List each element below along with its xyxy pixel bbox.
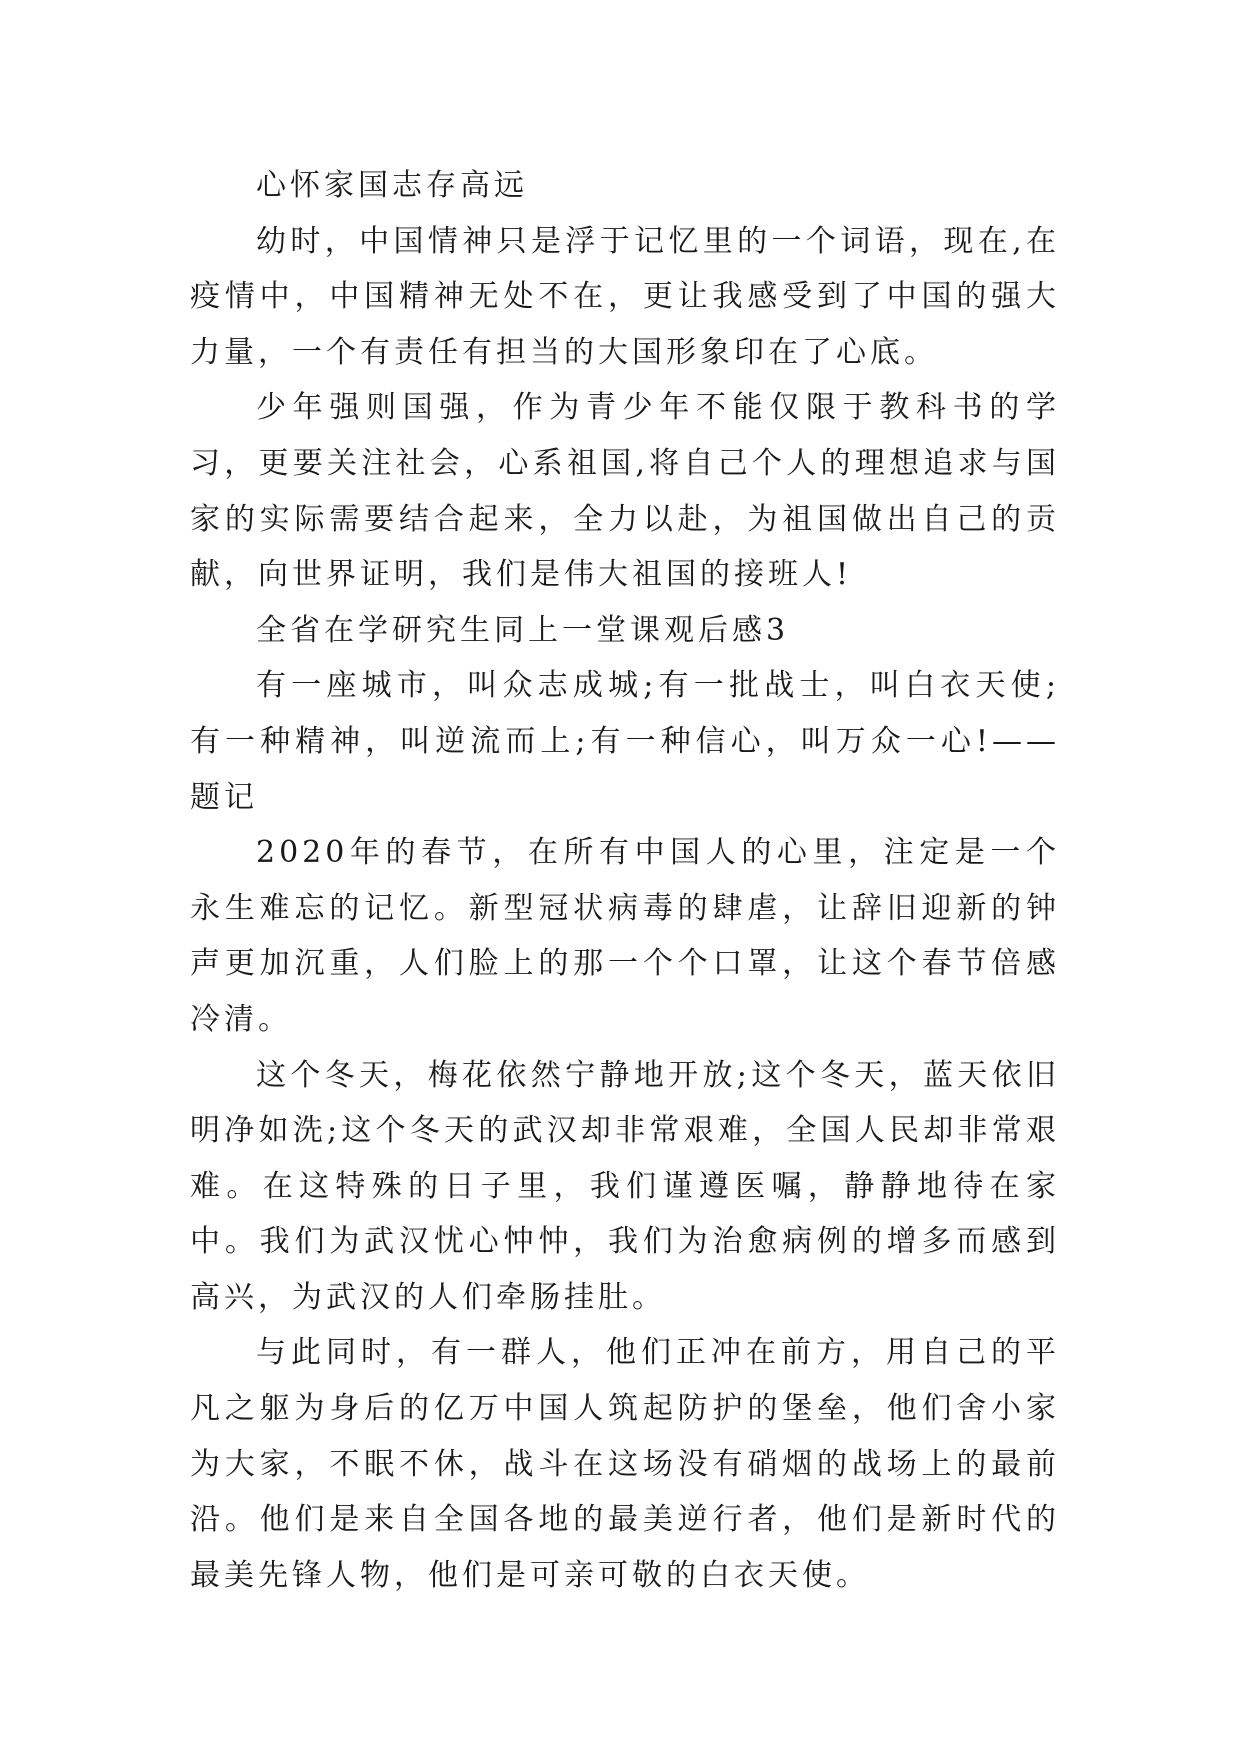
document-body <box>190 158 1060 1603</box>
paragraph: 这个冬天，梅花依然宁静地开放;这个冬天，蓝天依旧明净如洗;这个冬天的武汉却非常艰难，全国人民却非常艰难。在这特殊的日子里，我们谨遵医嘱，静静地待在家中。我们为武汉忧心忡忡，我们为治愈病例的增多而感到高兴，为武汉的人们牵肠挂肚。 <box>190 1057 1060 1315</box>
paragraph: 与此同时，有一群人，他们正冲在前方，用自己的平凡之躯为身后的亿万中国人筑起防护的堡垒，他们舍小家为大家，不眠不休，战斗在这场没有硝烟的战场上的最前沿。他们是来自全国各地的最美逆行者，他们是新时代的最美先锋人物，他们是可亲可敬的白衣天使。 <box>190 1335 1060 1593</box>
paragraph: 有一座城市，叫众志成城;有一批战士，叫白衣天使;有一种精神，叫逆流而上;有一种信心，叫万众一心!——题记 <box>190 668 1060 815</box>
section-heading: 全省在学研究生同上一堂课观后感3 <box>256 612 790 648</box>
paragraph: 2020年的春节，在所有中国人的心里，注定是一个永生难忘的记忆。新型冠状病毒的肆虐，让辞旧迎新的钟声更加沉重，人们脸上的那一个个口罩，让这个春节倍感冷清。 <box>190 835 1060 1037</box>
paragraph: 少年强则国强，作为青少年不能仅限于教科书的学习，更要关注社会，心系祖国,将自己个人的理想追求与国家的实际需要结合起来，全力以赴，为祖国做出自己的贡献，向世界证明，我们是伟大祖国的接班人! <box>190 390 1060 593</box>
paragraph: 幼时，中国情神只是浮于记忆里的一个词语，现在,在疫情中，中国精神无处不在，更让我感受到了中国的强大力量，一个有责任有担当的大国形象印在了心底。 <box>190 223 1060 370</box>
paragraph-title: 心怀家国志存高远 <box>256 168 528 203</box>
